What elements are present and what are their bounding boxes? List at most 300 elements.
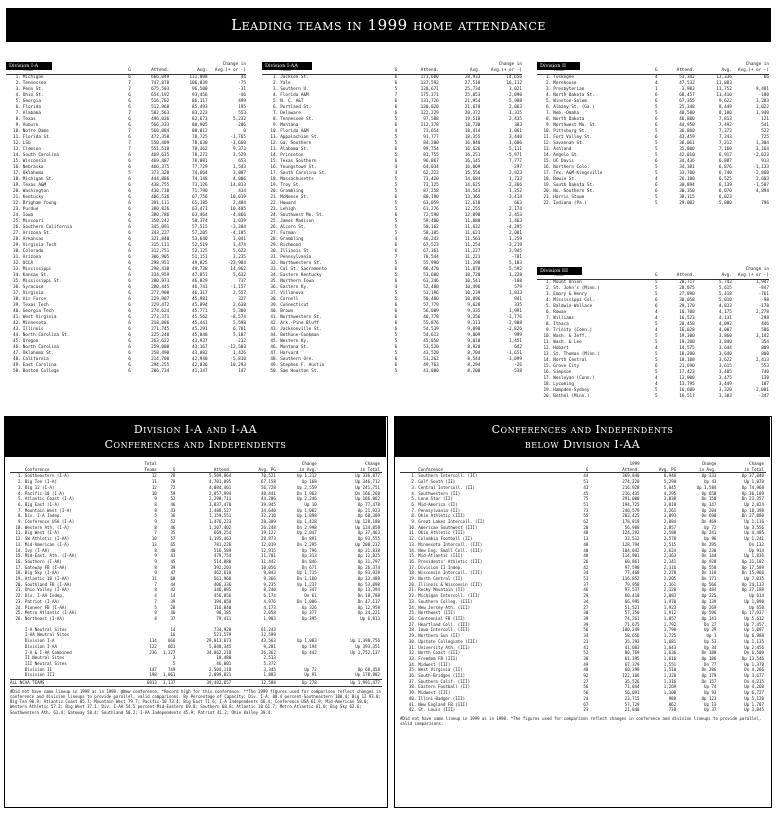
cell: Attend. xyxy=(213,466,232,472)
cell: 1,207,402 xyxy=(208,524,232,530)
team-name: Ark.-Pine Bluff xyxy=(280,321,319,326)
rank: 46. xyxy=(270,345,279,350)
team-name: Bethel (Minn.) xyxy=(553,394,590,399)
attendance: 58,162 xyxy=(423,225,439,230)
cell: 44 xyxy=(583,473,589,479)
conf-table xyxy=(400,461,766,726)
rank: 12. xyxy=(270,141,279,146)
cell: 734,920 xyxy=(213,626,232,632)
cell: 12 xyxy=(151,484,157,490)
rank: 5. xyxy=(15,99,21,104)
average: 12,255 xyxy=(464,207,481,212)
cell: Up 1,241 xyxy=(744,536,764,542)
rank: 42. xyxy=(13,321,21,326)
rank: 18. xyxy=(543,177,552,182)
games: 6 xyxy=(655,304,658,309)
average: 4,092 xyxy=(718,322,732,327)
rank: 48. xyxy=(13,357,21,362)
cell: 65 xyxy=(170,541,176,547)
games: 7 xyxy=(128,81,131,86)
change: -12,503 xyxy=(227,345,246,350)
average: 46,317 xyxy=(192,291,208,296)
rank: 25. xyxy=(270,219,279,224)
games: 6 xyxy=(394,309,398,314)
cell: 29,013,873 xyxy=(206,638,232,644)
cell: Div. I-A Indep. xyxy=(24,513,62,519)
average: 80,012 xyxy=(192,129,208,134)
change: -1,651 xyxy=(506,351,522,356)
attendance: 43,459 xyxy=(679,135,695,140)
cell: Up 2,456 xyxy=(744,644,764,650)
attendance: 81,755 xyxy=(423,153,439,158)
attendance: 87,258 xyxy=(423,189,439,194)
page-title: Leading teams in 1999 home attendance xyxy=(231,16,546,34)
team-name: South Carolina St. xyxy=(280,171,327,176)
average: 67,756 xyxy=(192,195,208,200)
team-name: Richmond xyxy=(280,243,301,248)
cell: Dn 4,266 xyxy=(744,667,764,673)
rank: 27. xyxy=(13,231,21,236)
cell: 2,316 xyxy=(663,564,677,570)
rank: 16. xyxy=(543,165,552,170)
games: 6 xyxy=(394,267,398,272)
cell xyxy=(10,467,25,473)
subtotal-row xyxy=(10,672,382,678)
average: 7,243 xyxy=(718,135,732,140)
cell: 17. xyxy=(15,564,23,570)
attendance: 84,200 xyxy=(423,141,439,146)
attendance: 175,371 xyxy=(420,93,439,98)
average: 45,771 xyxy=(192,309,208,314)
rank: 1. xyxy=(546,280,552,285)
attendance: 430,738 xyxy=(151,189,170,194)
attendance: 58,105 xyxy=(423,231,439,236)
column-header: Avg. xyxy=(721,273,732,278)
column-header: Avg. xyxy=(470,68,481,73)
change: 1,061 xyxy=(509,129,522,134)
cell: Up 2,047 xyxy=(296,530,317,536)
cell: 41 xyxy=(170,553,176,559)
attendance: 259,000 xyxy=(151,345,170,350)
rank: 1. xyxy=(546,75,552,80)
cell: Up 1,378 xyxy=(744,661,764,667)
cell: 5. xyxy=(17,496,23,502)
change: 553 xyxy=(238,111,246,116)
attendance: 36,061 xyxy=(679,141,695,146)
cell: 45 xyxy=(170,558,176,564)
cell: 2,120 xyxy=(663,587,677,593)
team-name: Purdue xyxy=(22,207,39,212)
cell: ALL NCAA TEAMS xyxy=(10,680,45,686)
cell: in Avg. xyxy=(699,466,717,472)
cell: 34 xyxy=(583,598,589,604)
attendance: 40,500 xyxy=(679,111,695,116)
cell: Up 614 xyxy=(749,593,764,599)
games: 6 xyxy=(128,345,131,350)
attendance: 47,532 xyxy=(679,81,695,86)
cell: 9,201 xyxy=(263,643,276,649)
average: 6,023 xyxy=(718,195,732,200)
cell: Up 77,478 xyxy=(357,501,380,507)
attendance: 472,350 xyxy=(151,135,170,140)
change: 1,426 xyxy=(233,351,246,356)
cell: 6,946 xyxy=(663,473,677,479)
rank: 13. xyxy=(543,352,552,357)
average: 19,518 xyxy=(464,117,481,122)
change: 2,278 xyxy=(756,310,769,315)
change: 1,543 xyxy=(233,165,246,170)
cell: Conference xyxy=(418,466,443,472)
cell: Pacific-10 (I-A) xyxy=(24,490,65,496)
average: 11,632 xyxy=(464,225,481,230)
column-header: Avg.(+ or -) xyxy=(737,273,769,278)
cell: 25. xyxy=(408,610,417,616)
team-name: Cal St. Sacramento xyxy=(280,267,327,272)
rank: 33. xyxy=(13,267,21,272)
cell: Up 33,488 xyxy=(357,576,380,582)
attendance: 19,300 xyxy=(679,334,695,339)
average: 8,294 xyxy=(467,363,481,368)
cell: 46 xyxy=(583,587,589,593)
average: 16,626 xyxy=(464,147,481,152)
cell: Dn 1,963 xyxy=(296,490,317,496)
team-name: Northwestern St. xyxy=(280,315,322,320)
rank: 7. xyxy=(273,111,279,116)
cell: Dn 166,268 xyxy=(355,490,380,496)
cell: Up 72 xyxy=(704,524,717,530)
team-name: Wisconsin xyxy=(22,159,47,164)
division-label: Division II xyxy=(537,62,580,70)
games: 6 xyxy=(128,105,131,110)
games: 6 xyxy=(655,183,658,188)
cell: Up 31,182 xyxy=(741,558,764,564)
rank: 37. xyxy=(13,291,21,296)
table-row xyxy=(537,201,769,207)
games: 6 xyxy=(128,363,131,368)
cell: 406,336 xyxy=(213,581,232,587)
average: 74,148 xyxy=(192,177,208,182)
change: 3,945 xyxy=(509,249,522,254)
attendance: 582,563 xyxy=(151,111,170,116)
attendance: 34,381 xyxy=(679,165,695,170)
attendance: 53,342 xyxy=(679,75,695,80)
cell: 1,316 xyxy=(663,678,677,684)
average: 10,541 xyxy=(464,279,481,284)
average: 86,117 xyxy=(192,99,208,104)
team-name: Northern Iowa xyxy=(280,279,314,284)
games: 6 xyxy=(655,159,658,164)
games: 6 xyxy=(128,213,131,218)
change: -538 xyxy=(511,369,522,374)
cell: Dn 2,998 xyxy=(296,524,317,530)
cell: Up 13 xyxy=(704,701,717,707)
cell: 97,537 xyxy=(624,587,640,593)
cell: Up 3,677 xyxy=(744,673,764,679)
rank: 4. xyxy=(15,93,21,98)
average: 3,449 xyxy=(718,382,732,387)
change: -4,395 xyxy=(506,225,522,230)
cell: Up 166,862 xyxy=(355,496,380,502)
cell: Dn 690 xyxy=(701,513,717,519)
rank: 31. xyxy=(270,255,279,260)
average: 53,640 xyxy=(192,237,208,242)
games: 6 xyxy=(128,225,131,230)
attendance: 206,734 xyxy=(151,369,170,374)
average: 3,475 xyxy=(718,376,732,381)
cell: 2,298,711 xyxy=(208,496,232,502)
change: -8,574 xyxy=(230,315,246,320)
cell: Southland FB (I-AA) xyxy=(24,581,72,587)
team-name: Tuskegee xyxy=(553,75,574,80)
cell: Up 5,120 xyxy=(744,695,764,701)
team-name: Alabama St. xyxy=(280,147,309,152)
change: 14,813 xyxy=(230,183,246,188)
rank: 8. xyxy=(15,117,21,122)
games: 5 xyxy=(394,261,398,266)
attendance: 3,983 xyxy=(681,87,695,92)
team-name: Yale xyxy=(280,81,291,86)
attendance: 25,348 xyxy=(679,105,695,110)
team-name: Ithaca xyxy=(553,322,569,327)
column-header: Avg.(+ or -) xyxy=(214,68,246,73)
attendance: 406,536 xyxy=(151,195,170,200)
rank: 15. xyxy=(543,159,552,164)
average: 28,933 xyxy=(464,75,481,80)
cell: 661 xyxy=(167,643,176,649)
average: 5,418 xyxy=(718,292,732,297)
cell: 23 xyxy=(583,707,589,713)
cell: Iowa Intercoll. (III) xyxy=(418,627,471,633)
team-name: Rowan xyxy=(553,310,567,315)
average: 49,738 xyxy=(192,267,208,272)
cell: Up 1,715 xyxy=(296,570,317,576)
games: 7 xyxy=(128,129,131,134)
change: -1,099 xyxy=(506,357,522,362)
cell: 56 xyxy=(583,684,589,690)
column-header xyxy=(537,68,553,74)
change: -4,185 xyxy=(230,231,246,236)
cell: Up 10 xyxy=(304,501,317,507)
page-title-bar xyxy=(6,8,771,42)
average: 11,221 xyxy=(464,255,481,260)
cell: Up 313 xyxy=(301,553,317,559)
rank: 17. xyxy=(13,171,21,176)
cell: 48 xyxy=(583,530,589,536)
team-name: Nebraska xyxy=(22,165,44,170)
cell: Up 558 xyxy=(701,564,717,570)
cell: 26. xyxy=(15,615,23,621)
rank: 7. xyxy=(546,316,552,321)
cell: Up 1,116 xyxy=(744,519,764,525)
cell: Up 269 xyxy=(701,604,717,610)
change: 354 xyxy=(761,340,769,345)
average: 78,081 xyxy=(192,159,208,164)
cell: 114 xyxy=(149,638,157,644)
team-name: Montana xyxy=(280,123,299,128)
cell: Up 650 xyxy=(749,604,764,610)
average: 13,365 xyxy=(464,195,481,200)
average: 16,009 xyxy=(464,165,481,170)
team-name: Kentucky xyxy=(22,195,44,200)
cell: 12,915 xyxy=(261,547,276,553)
average: 18,414 xyxy=(464,129,481,134)
cell: Up 24,133 xyxy=(741,581,764,587)
conf-title-bar xyxy=(5,417,386,457)
cell: Up 395 xyxy=(301,615,317,621)
attendance: 55,990 xyxy=(423,261,439,266)
change: 2,638 xyxy=(233,303,246,308)
change: 107 xyxy=(761,382,769,387)
team-name: Villanova xyxy=(280,291,304,296)
cell: 198 xyxy=(149,672,157,678)
rank: 6. xyxy=(546,310,552,315)
rank: 6. xyxy=(273,105,279,110)
cell: Division I-A xyxy=(24,638,55,644)
team-name: Trinity (Conn.) xyxy=(553,328,593,333)
cell: 10,056 xyxy=(261,564,276,570)
team-name: South Dakota St. xyxy=(553,183,595,188)
rank: 7. xyxy=(546,111,552,116)
games: 5 xyxy=(394,141,398,146)
attendance: 29,002 xyxy=(679,201,695,206)
games: 5 xyxy=(394,297,398,302)
change: -108 xyxy=(511,279,522,284)
average: 10,496 xyxy=(464,285,481,290)
team-name: Hobart xyxy=(553,346,569,351)
rank: 30. xyxy=(270,249,279,254)
attendance: 225,240 xyxy=(151,333,170,338)
cell: 72 xyxy=(170,484,176,490)
rank: 40. xyxy=(270,309,279,314)
cell: Up 6,988 xyxy=(744,633,764,639)
average: 45,894 xyxy=(192,303,208,308)
team-name: Winston-Salem xyxy=(553,99,587,104)
cell: 4,295 xyxy=(663,490,677,496)
cell: in Avg. xyxy=(299,466,317,472)
games: 5 xyxy=(394,225,398,230)
conf-title-line2: Conferences and Independents xyxy=(104,438,287,451)
average: 12,098 xyxy=(464,213,481,218)
rank: 8. xyxy=(273,117,279,122)
cell: 479,754 xyxy=(213,553,232,559)
attendance: 214,700 xyxy=(151,357,170,362)
rank: 36. xyxy=(13,285,21,290)
cell: 32,599 xyxy=(261,632,276,638)
change: 1,252 xyxy=(509,189,522,194)
cell: 51 xyxy=(583,479,589,485)
team-name: Pennsylvania xyxy=(280,255,312,260)
cell: Up 5,612 xyxy=(744,615,764,621)
cell: 2. xyxy=(411,479,417,485)
table-row xyxy=(537,394,769,400)
team-name: Brown xyxy=(280,309,294,314)
cell: 516,589 xyxy=(213,547,232,553)
rank: 18. xyxy=(13,177,21,182)
rank: 45. xyxy=(270,339,279,344)
change: -5,971 xyxy=(506,153,522,158)
attendance: 17,423 xyxy=(679,370,695,375)
table-row xyxy=(6,369,246,375)
cell: Ohio Athletic (III) xyxy=(418,530,466,536)
average: 6,525 xyxy=(718,177,732,182)
average: 47,851 xyxy=(192,273,208,278)
team-name: Oklahoma xyxy=(22,171,44,176)
cell: 98,185 xyxy=(216,610,232,616)
cell: 104,042 xyxy=(622,547,640,553)
cell: 34,640 xyxy=(261,507,276,513)
change: 2,435 xyxy=(509,117,522,122)
team-name: Jacksonville St. xyxy=(280,327,322,332)
cell: 61,243 xyxy=(261,626,276,632)
cell: Up 128,180 xyxy=(355,519,380,525)
change: -180 xyxy=(758,93,769,98)
games: 6 xyxy=(128,315,131,320)
average: 11,561 xyxy=(464,237,481,242)
attendance: 496,036 xyxy=(151,117,170,122)
cell: 60 xyxy=(170,576,176,582)
cell: 32,210 xyxy=(261,513,276,519)
cell: 147 xyxy=(149,666,157,672)
team-name: Illinois xyxy=(22,327,44,332)
cell: 8,240 xyxy=(263,587,276,593)
cell: 8 xyxy=(154,587,157,593)
games: 6 xyxy=(128,153,131,158)
cell: 43 xyxy=(170,507,176,513)
change: 1,947 xyxy=(756,280,769,285)
rank: 21. xyxy=(270,195,279,200)
games: 6 xyxy=(394,159,398,164)
cell: 66,995 xyxy=(624,598,640,604)
attendance: 229,472 xyxy=(151,303,170,308)
average: 5,743 xyxy=(718,280,732,285)
change: 5,598 xyxy=(233,321,246,326)
cell: 46 xyxy=(170,610,176,616)
team-name: Southern California xyxy=(22,225,72,230)
cell: South-Bridges (III) xyxy=(418,673,466,679)
cell: Up 12,958 xyxy=(357,604,380,610)
cell: 23,715 xyxy=(624,695,640,701)
change: -46 xyxy=(238,93,246,98)
change: 522 xyxy=(761,129,769,134)
games: 6 xyxy=(655,99,658,104)
cell: Up 68,458 xyxy=(357,666,380,672)
cell: 26,248 xyxy=(261,524,276,530)
change: -1,660 xyxy=(230,141,246,146)
cell: 14 xyxy=(170,593,176,599)
cell: 70 xyxy=(170,479,176,485)
rank: 25. xyxy=(13,219,21,224)
rank: 4. xyxy=(546,93,552,98)
change: 147 xyxy=(238,369,246,374)
average: 16,145 xyxy=(464,159,481,164)
cell: 1. xyxy=(17,473,23,479)
change: 725 xyxy=(761,135,769,140)
change: -1,776 xyxy=(506,315,522,320)
attendance: 263,622 xyxy=(151,339,170,344)
cell: 11. xyxy=(15,530,23,536)
cell: in Total xyxy=(360,466,380,472)
cell: G xyxy=(585,466,589,472)
cell: 30. xyxy=(408,638,417,644)
attendance: 30,350 xyxy=(679,189,695,194)
average: 18,730 xyxy=(464,123,481,128)
cell: G xyxy=(172,466,176,472)
cell: 40. xyxy=(408,695,417,701)
rank: 28. xyxy=(270,237,279,242)
average: 65,185 xyxy=(192,201,208,206)
rank: 14. xyxy=(543,153,552,158)
games: 6 xyxy=(128,201,131,206)
